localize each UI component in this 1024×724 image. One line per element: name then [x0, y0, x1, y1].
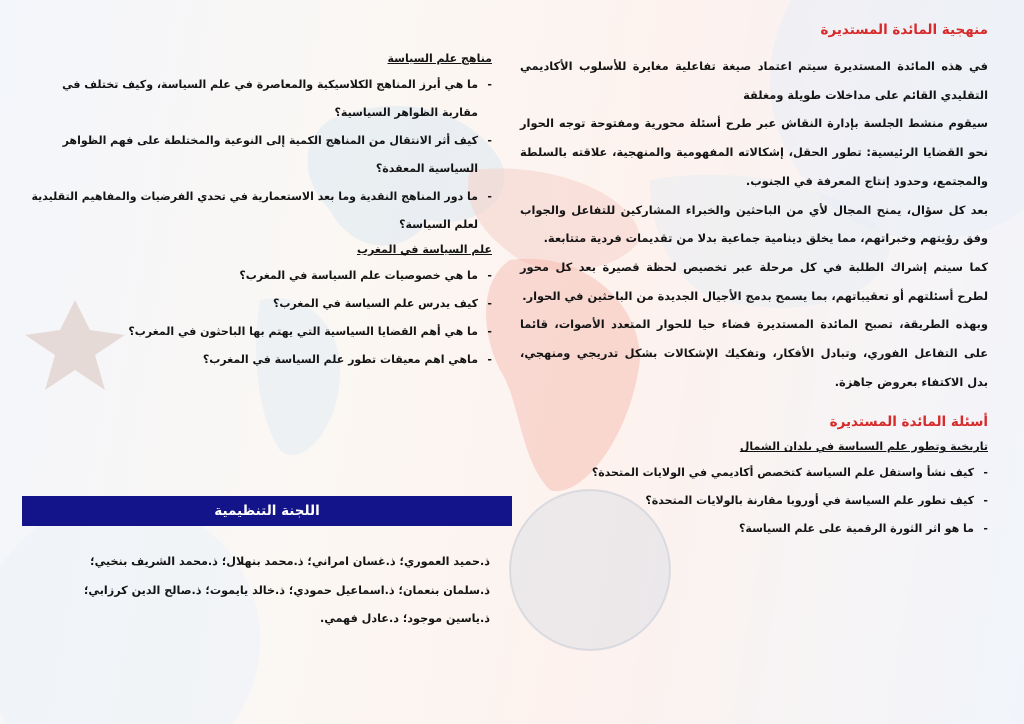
left-column	[30, 52, 492, 374]
list-item: - كيف يدرس علم السياسة في المغرب؟	[30, 290, 492, 318]
methodology-paragraph: وبهذه الطريقة، تصبح المائدة المستديرة فضاء حيا للحوار المتعدد الأصوات، قائما على التفاعل الفوري، وتبادل الأفكار، وتفكيك الإشكالات بشكل تدريجي ومنهجي، بدل الاكتفاء بعروض جاهزة.	[520, 317, 988, 389]
committee-members	[40, 548, 490, 634]
questions-title: أسئلة المائدة المستديرة	[829, 414, 988, 431]
methods-subtitle: مناهج علم السياسة	[387, 52, 492, 65]
list-item: - كيف أثر الانتقال من المناهج الكمية إلى النوعية والمختلطة على فهم الظواهر السياسية المعقدة؟	[30, 127, 492, 183]
right-column	[520, 22, 988, 543]
list-item: - ما هي خصوصيات علم السياسة في المغرب؟	[30, 262, 492, 290]
questions-subtitle: تاريخية وتطور علم السياسة في بلدان الشمال	[739, 440, 988, 454]
questions-list	[520, 459, 988, 543]
morocco-subtitle: علم السياسة في المغرب	[356, 243, 492, 256]
committee-line: ذ.ياسين موجود؛ د.عادل فهمي.	[319, 612, 490, 625]
list-item: - ما هي أهم القضايا السياسية التي يهتم بها الباحثون في المغرب؟	[30, 318, 492, 346]
committee-line: ذ.حميد العموري؛ ذ.غسان امراني؛ ذ.محمد بنهلال؛ ذ.محمد الشريف بنخيي؛	[90, 555, 490, 568]
methodology-paragraph: في هذه المائدة المستديرة سيتم اعتماد صيغة تفاعلية مغايرة للأسلوب الأكاديمي التقليدي القائم على مداخلات طويلة ومغلقة	[520, 59, 988, 102]
committee-line: ذ.سلمان بنعمان؛ ذ.اسماعيل حمودي؛ ذ.خالد يايموت؛ ذ.صالح الدين كرزابي؛	[83, 583, 490, 597]
committee-banner: اللجنة التنظيمية	[22, 496, 512, 526]
list-item: - ما هي أبرز المناهج الكلاسيكية والمعاصرة في علم السياسة، وكيف تختلف في مقاربة الظواهر السياسية؟	[30, 71, 492, 127]
morocco-list	[30, 262, 492, 374]
methodology-paragraph: سيقوم منشط الجلسة بإدارة النقاش عبر طرح أسئلة محورية ومفتوحة توجه الحوار نحو القضايا الرئيسية: تطور الحقل، إشكالاته المفهومية والمنهجية، علاقته بالسلطة والمجتمع، وحدود إنتاج المعرفة في الجنوب.	[520, 116, 988, 188]
list-item: - ما دور المناهج النقدية وما بعد الاستعمارية في تحدي الفرضيات والمفاهيم التقليدية لعلم السياسة؟	[30, 183, 492, 239]
list-item: - كيف نشأ واستقل علم السياسة كتخصص أكاديمي في الولايات المتحدة؟	[520, 459, 988, 487]
methodology-paragraph: بعد كل سؤال، يمنح المجال لأي من الباحثين والخبراء المشاركين للتفاعل والجواب وفق رؤيتهم وخبراتهم، مما يخلق دينامية جماعية بدلا من تقديمات فردية متتابعة.	[520, 202, 988, 246]
methods-list	[30, 71, 492, 239]
methodology-title: منهجية المائدة المستديرة	[820, 22, 988, 38]
methodology-paragraph: كما سيتم إشراك الطلبة في كل مرحلة عبر تخصيص لحظة قصيرة بعد كل محور لطرح أسئلتهم أو تعقيباتهم، بما يسمح بدمج الأجيال الجديدة من الباحثين في الحوار.	[520, 259, 988, 303]
list-item: - كيف تطور علم السياسة في أوروبا مقارنة بالولايات المتحدة؟	[520, 487, 988, 515]
list-item: - ماهي اهم معيقات تطور علم السياسة في المغرب؟	[30, 346, 492, 374]
list-item: - ما هو اثر الثورة الرقمية على علم السياسة؟	[520, 515, 988, 543]
